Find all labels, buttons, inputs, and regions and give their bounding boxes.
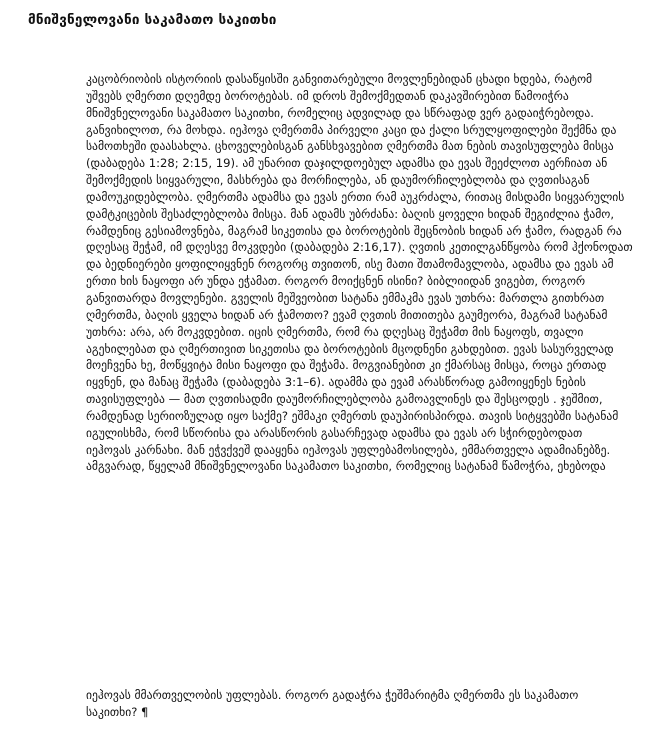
- paragraph-line: მნიშვნელოვანი საკამათო საკითხი, რომელიც ადვილად და სწრაფად ვერ გადაიჭრებოდა.: [86, 105, 594, 120]
- main-paragraph: [86, 71, 656, 475]
- continuation-paragraph: [86, 687, 656, 721]
- paragraph-line: იეჰოვას კარნახი. მან ეჭვქვეშ დააყენა იეჰოვას უფლებამოსილება, ემმართველა ადამიანებზე.: [86, 442, 611, 457]
- paragraph-line: ამგვარად, წყელამ მნიშვნელოვანი საკამათო საკითხი, რომელიც სატანამ წამოჭრა, ეხებოდა: [86, 459, 606, 474]
- paragraph-line: უშვებს ღმერთი დღემდე ბოროტებას. იმ დროს შემოქმედთან დაკავშირებით წამოიჭრა: [86, 88, 569, 103]
- paragraph-line: განვიხილოთ, რა მოხდა. იეჰოვა ღმერთმა პირველი კაცი და ქალი სრულყოფილები შექმნა და: [86, 122, 617, 137]
- paragraph-line: კაცობრიობის ისტორიის დასაწყისში განვითარებული მოვლენებიდან ცხადი ხდება, რატომ: [86, 72, 593, 86]
- paragraph-line: განვითარდა მოვლენები. გველის მეშვეობით სატანა ემმაკმა ევას უთხრა: მართლა გითხრათ: [86, 290, 605, 305]
- paragraph-line: რამდენად სერიოზულად იყო საქმე? ეშმაკი ღმერთს დაუპირისპირდა. თავის სიტყვებში სატანამ: [86, 408, 619, 423]
- paragraph-line: უთხრა: არა, არ მოკვდებით. იცის ღმერთმა, რომ რა დღესაც შეჭამთ მის ნაყოფს, თვალი: [86, 324, 584, 339]
- paragraph-line: ერთი ხის ნაყოფი არ უნდა ეჭამათ. როგორ მოიქცნენ ისინი? ბიბლიიდან ვიგებთ, როგორ: [86, 274, 586, 289]
- paragraph-line: და ბედნიერები ყოფილიყვნენ როგორც თვითონ, ისე მათი შთამომავლობა, ადამსა და ევას ამ: [86, 257, 614, 272]
- paragraph-line: იეჰოვას მმართველობის უფლებას. როგორ გადაჭრა ჭეშმარიტმა ღმერთმა ეს საკამათო: [86, 688, 579, 702]
- paragraph-line: იგულისხმა, რომ სწორისა და არასწორის გასარჩევად ადამსა და ევას არ სჭირდებოდათ: [86, 425, 583, 440]
- paragraph-line: თავისუფლება — მათ ღვთისადმი დაუმორჩილებლობა გამოავლინეს და შესცოდეს . ჯეშმით,: [86, 392, 603, 407]
- paragraph-line: აგეხილებათ და ღმერთივით სიკეთისა და ბოროტების მცოდნენი გახდებით. ევას სასურველად: [86, 341, 614, 356]
- paragraph-line: დღესაც შეჭამ, იმ დღესვე მოკვდები (დაბადება 2:16,17). ღვთის კეთილგანწყობა რომ ჰქონოდათ: [86, 240, 633, 255]
- paragraph-line: იყვნენ, და მანაც შეჭამა (დაბადება 3:1–6). ადამმა და ევამ არასწორად გამოიყენეს ნების: [86, 375, 586, 390]
- paragraph-line: შემოქმედის სიყვარული, მასხრება და მორჩილება, ან დაუმორჩილებლობა და ღვთისაგან: [86, 173, 590, 188]
- paragraph-line: რამდენიც გესიამოვნება, მაგრამ სიკეთისა და ბოროტების შეცნობის ხიდან არ ჭამო, რადგან რა: [86, 223, 622, 238]
- paragraph-line: მოეჩვენა ხე, მოწყვიტა მისი ნაყოფი და შეჭამა. მოგვიანებით კი ქმარსაც მისცა, როცა ერთად: [86, 358, 607, 373]
- paragraph-line: დამოუკიდებლობა. ღმერთმა ადამსა და ევას ერთი რამ აუკრძალა, რითაც მისდამი სიყვარულის: [86, 189, 625, 204]
- page-title: მნიშვნელოვანი საკამათო საკითხი: [28, 12, 277, 28]
- paragraph-line: (დაბადება 1:28; 2:15, 19). ამ უნარით დაჯილდოებულ ადამსა და ევას შეეძლოთ აერჩიათ ან: [86, 156, 608, 171]
- paragraph-line: დამტკიცების შესაძლებლობა მისცა. მან ადამს უბრძანა: ბაღის ყოველი ხიდან შეგიძლია ჭამო,: [86, 206, 615, 221]
- paragraph-line: ღმერთმა, ბაღის ყველა ხიდან არ ჭამოთო? ევამ ღვთის მითითება გაუმეორა, მაგრამ სატანამ: [86, 307, 608, 322]
- paragraph-line: საკითხი? ¶: [86, 705, 149, 719]
- paragraph-line: სამოთხეში დაასახლა. ცხოველებისგან განსხვავებით ღმერთმა მათ ნების თავისუფლება მისცა: [86, 139, 614, 154]
